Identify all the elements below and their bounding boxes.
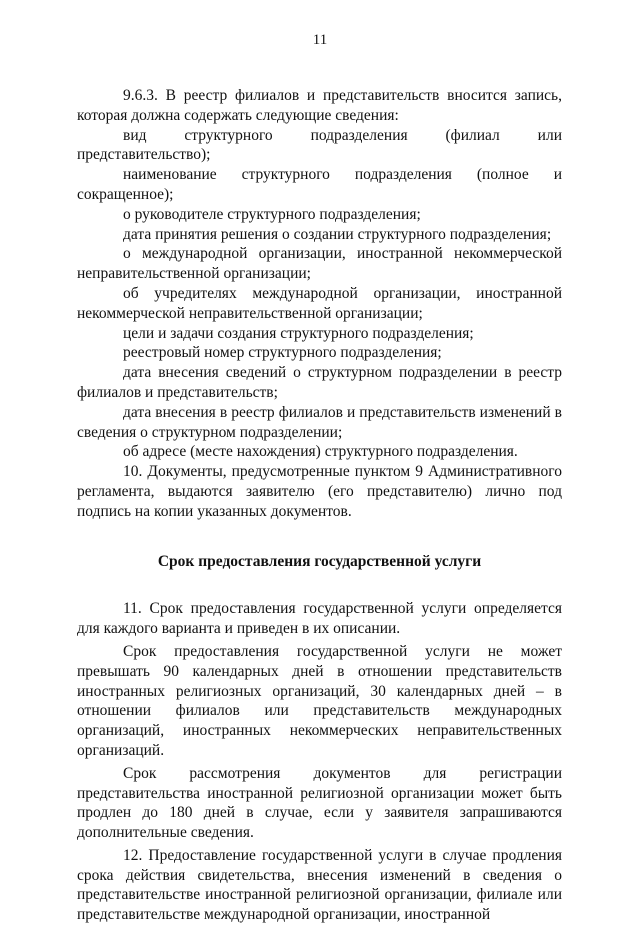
list-item-organization: о международной организации, иностранной некоммерческой неправительственной организации;	[77, 245, 562, 283]
list-item-unit-name: наименование структурного подразделения (полное и сокращенное);	[77, 166, 562, 203]
list-item-unit-head: о руководителе структурного подразделения;	[123, 205, 421, 223]
list-item-registry-number: реестровый номер структурного подразделения;	[123, 344, 442, 362]
list-item-unit-type: вид структурного подразделения (филиал или представительство);	[77, 126, 562, 164]
paragraph-11: 11. Срок предоставления государственной услуги определяется для каждого варианта и приведен в их описании.	[77, 600, 562, 638]
paragraph-10: 10. Документы, предусмотренные пунктом 9 Административного регламента, выдаются заявителю (его представителю) лично под подпись на копии указанных документов.	[77, 463, 562, 520]
document-body	[77, 86, 562, 925]
list-item-entry-date: дата внесения сведений о структурном подразделении в реестр филиалов и представительств;	[77, 364, 562, 401]
list-item-decision-date: дата принятия решения о создании структурного подразделения;	[123, 225, 552, 243]
section-heading: Срок предоставления государственной услуги	[157, 552, 482, 570]
list-item-change-date: дата внесения в реестр филиалов и представительств изменений в сведения о структурном подразделении;	[77, 403, 562, 441]
paragraph-11-extension: Срок рассмотрения документов для регистрации представительства иностранной религиозной организации может быть продлен до 180 дней в случае, если у заявителя запрашиваются дополнительные сведения.	[77, 764, 562, 842]
paragraph-11-term-limit: Срок предоставления государственной услуги не может превышать 90 календарных дней в отношении представительств иностранных религиозных организаций, 30 календарных дней – в отношении филиалов или представительств международных организаций, иностранных некоммерческих неправительственных организаций.	[77, 642, 562, 759]
paragraph-12: 12. Предоставление государственной услуги в случае продления срока действия свидетельства, внесения изменений в сведения о представительстве иностранной религиозной организации, филиале или представительстве международной организации, иностранной	[77, 846, 562, 924]
list-item-goals: цели и задачи создания структурного подразделения;	[123, 324, 474, 342]
list-item-founders: об учредителях международной организации, иностранной некоммерческой неправительственной организации;	[77, 284, 562, 322]
paragraph-9-6-3: 9.6.3. В реестр филиалов и представительств вносится запись, которая должна содержать следующие сведения:	[77, 87, 562, 124]
page-number: 11	[312, 32, 328, 48]
list-item-address: об адресе (месте нахождения) структурного подразделения.	[123, 443, 518, 461]
